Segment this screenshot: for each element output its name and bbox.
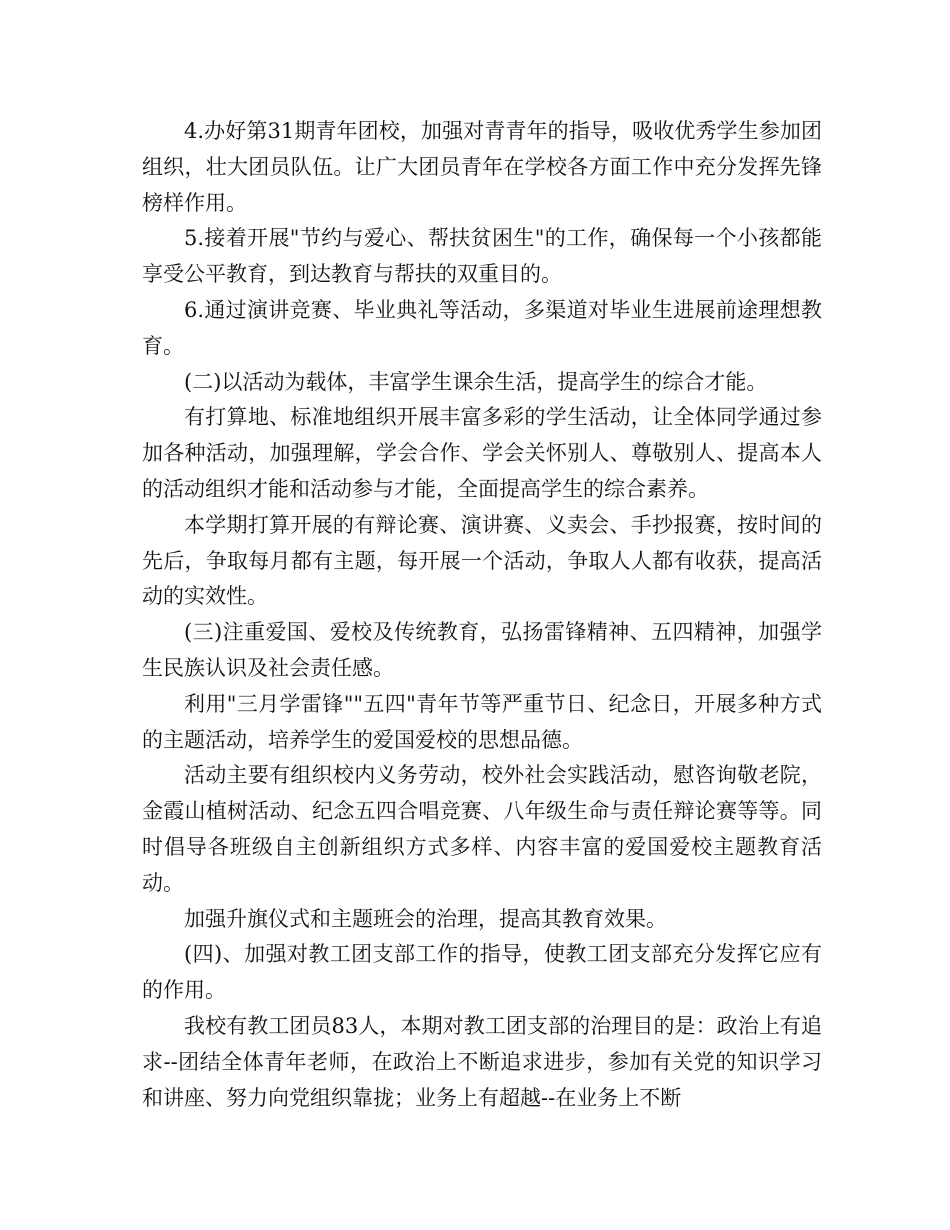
paragraph-main-activities: 活动主要有组织校内义务劳动，校外社会实践活动，慰咨询敬老院，金霞山植树活动、纪念五四合唱竞赛、八年级生命与责任辩论赛等等。同时倡导各班级自主创新组织方式多样、内容丰富的爱国爱校主题教育活动。: [142, 763, 822, 895]
section-heading-teacher-branch: (四)、加强对教工团支部工作的指导，使教工团支部充分发挥它应有的作用。: [142, 942, 822, 1003]
paragraph-teacher-members: 我校有教工团员83人，本期对教工团支部的治理目的是：政治上有追求--团结全体青年老师，在政治上不断追求进步，参加有关党的知识学习和讲座、努力向党组织靠拢；业务上有超越--在业务上不断: [142, 1013, 822, 1110]
paragraph-item-5-poverty-aid: 5.接着开展"节约与爱心、帮扶贫困生"的工作，确保每一个小孩都能享受公平教育，到达教育与帮扶的双重目的。: [142, 226, 822, 287]
paragraph-semester-plan: 本学期打算开展的有辩论赛、演讲赛、义卖会、手抄报赛，按时间的先后，争取每月都有主题，每开展一个活动，争取人人都有收获，提高活动的实效性。: [142, 512, 822, 609]
section-heading-patriotic-education: (三)注重爱国、爱校及传统教育，弘扬雷锋精神、五四精神，加强学生民族认识及社会责任感。: [142, 620, 822, 680]
paragraph-holiday-activities: 利用"三月学雷锋""五四"青年节等严重节日、纪念日，开展多种方式的主题活动，培养学生的爱国爱校的思想品德。: [142, 691, 822, 752]
paragraph-flag-ceremony: 加强升旗仪式和主题班会的治理，提高其教育效果。: [184, 906, 667, 931]
paragraph-item-4-youth-school: 4.办好第31期青年团校，加强对青青年的指导，吸收优秀学生参加团组织，壮大团员队伍。让广大团员青年在学校各方面工作中充分发挥先锋榜样作用。: [142, 119, 822, 215]
paragraph-item-6-graduate-education: 6.通过演讲竞赛、毕业典礼等活动，多渠道对毕业生进展前途理想教育。: [142, 297, 822, 358]
section-heading-activities: (二)以活动为载体，丰富学生课余生活，提高学生的综合才能。: [184, 369, 768, 394]
document-page: [142, 114, 822, 1116]
paragraph-student-activities: 有打算地、标准地组织开展丰富多彩的学生活动，让全体同学通过参加各种活动，加强理解，学会合作、学会关怀别人、尊敬别人、提高本人的活动组织才能和活动参与才能，全面提高学生的综合素养。: [142, 405, 822, 501]
